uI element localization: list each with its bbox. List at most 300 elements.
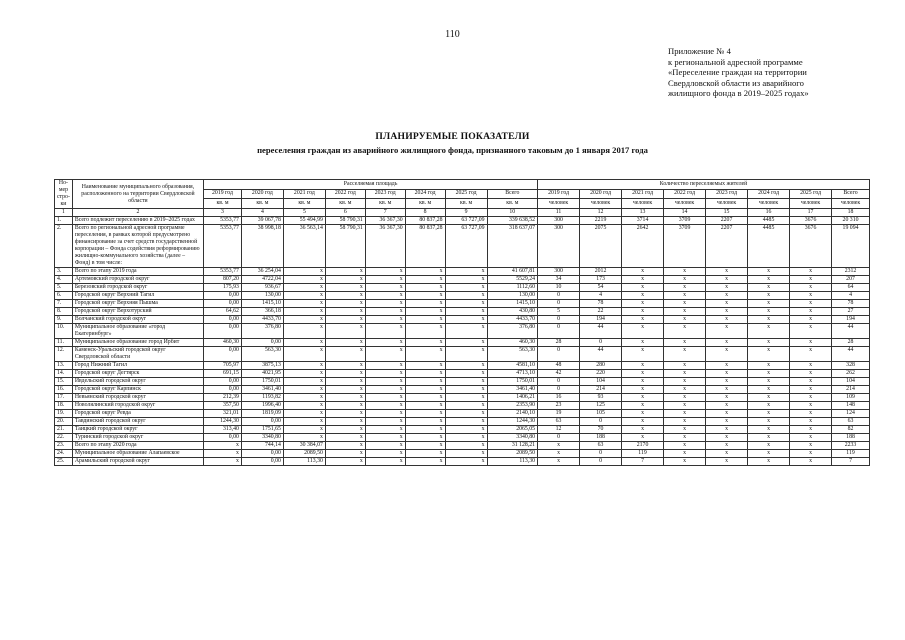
cell-area: 5353,77 bbox=[204, 217, 242, 225]
header-municipality: Наименование муниципального образования, расположенного на территории Свердловской области bbox=[72, 180, 203, 209]
cell-people: х bbox=[664, 426, 706, 434]
cell-area: х bbox=[283, 426, 325, 434]
cell-people: 20 310 bbox=[832, 217, 870, 225]
cell-area: 113,30 bbox=[487, 458, 537, 466]
cell-people: х bbox=[790, 316, 832, 324]
cell-row-number: 9. bbox=[55, 316, 73, 324]
cell-people: 4 bbox=[580, 292, 622, 300]
cell-people: 280 bbox=[580, 362, 622, 370]
cell-people: х bbox=[706, 268, 748, 276]
cell-area: х bbox=[445, 458, 487, 466]
cell-people: х bbox=[664, 370, 706, 378]
cell-area: 1819,09 bbox=[241, 410, 283, 418]
cell-area: 58 790,31 bbox=[325, 225, 365, 268]
cell-people: 10 bbox=[538, 284, 580, 292]
cell-people: х bbox=[706, 410, 748, 418]
cell-area: 807,20 bbox=[204, 276, 242, 284]
cell-people: х bbox=[664, 410, 706, 418]
cell-people: х bbox=[748, 458, 790, 466]
header-unit-people: человек bbox=[538, 199, 580, 209]
cell-area: х bbox=[445, 316, 487, 324]
cell-people: 2207 bbox=[706, 217, 748, 225]
cell-people: 63 bbox=[580, 442, 622, 450]
cell-people: х bbox=[664, 434, 706, 442]
cell-people: 194 bbox=[580, 316, 622, 324]
cell-people: 109 bbox=[832, 394, 870, 402]
cell-people: х bbox=[706, 450, 748, 458]
cell-people: 27 bbox=[832, 308, 870, 316]
cell-people: х bbox=[748, 450, 790, 458]
cell-people: 0 bbox=[580, 450, 622, 458]
cell-people: х bbox=[664, 394, 706, 402]
cell-area: 5529,24 bbox=[487, 276, 537, 284]
cell-row-number: 13. bbox=[55, 362, 73, 370]
cell-area: 5353,77 bbox=[204, 268, 242, 276]
cell-area: х bbox=[405, 450, 445, 458]
cell-municipality: Муниципальное образование «город Екатеринбург» bbox=[72, 324, 203, 339]
cell-people: х bbox=[790, 370, 832, 378]
cell-area: 0,00 bbox=[204, 347, 242, 362]
cell-people: х bbox=[790, 324, 832, 339]
cell-area: х bbox=[365, 308, 405, 316]
cell-area: х bbox=[445, 426, 487, 434]
cell-people: 104 bbox=[580, 378, 622, 386]
cell-people: х bbox=[748, 308, 790, 316]
appendix-line: к региональной адресной программе bbox=[668, 56, 803, 67]
cell-area: 4722,04 bbox=[241, 276, 283, 284]
header-row-column-numbers bbox=[55, 209, 870, 217]
cell-row-number: 22. bbox=[55, 434, 73, 442]
cell-area: 1750,01 bbox=[241, 378, 283, 386]
header-area-year: 2024 год bbox=[405, 189, 445, 199]
cell-people: 54 bbox=[580, 284, 622, 292]
cell-people: 44 bbox=[832, 347, 870, 362]
cell-area: 63 727,09 bbox=[445, 225, 487, 268]
cell-people: 78 bbox=[580, 300, 622, 308]
cell-area: х bbox=[325, 292, 365, 300]
cell-area: х bbox=[445, 442, 487, 450]
cell-row-number: 21. bbox=[55, 426, 73, 434]
cell-area: 0,00 bbox=[241, 450, 283, 458]
cell-people: 4 bbox=[832, 292, 870, 300]
table-row bbox=[55, 458, 870, 466]
cell-municipality: Каменск-Уральский городской округ Свердловской области bbox=[72, 347, 203, 362]
cell-area: х bbox=[325, 410, 365, 418]
cell-people: 207 bbox=[832, 276, 870, 284]
table-row bbox=[55, 418, 870, 426]
cell-people: х bbox=[706, 292, 748, 300]
cell-people: 28 bbox=[832, 339, 870, 347]
cell-people: 12 bbox=[538, 426, 580, 434]
table-row bbox=[55, 347, 870, 362]
cell-area: 744,14 bbox=[241, 442, 283, 450]
cell-area: 64,62 bbox=[204, 308, 242, 316]
cell-people: х bbox=[790, 402, 832, 410]
cell-area: х bbox=[445, 370, 487, 378]
cell-people: 0 bbox=[580, 339, 622, 347]
header-area-year: 2019 год bbox=[204, 189, 242, 199]
cell-people: х bbox=[538, 458, 580, 466]
cell-area: х bbox=[405, 292, 445, 300]
cell-people: 0 bbox=[538, 434, 580, 442]
cell-area: х bbox=[283, 308, 325, 316]
cell-area: 0,00 bbox=[204, 386, 242, 394]
cell-people: х bbox=[622, 300, 664, 308]
cell-area: 3340,80 bbox=[241, 434, 283, 442]
cell-area: х bbox=[325, 339, 365, 347]
cell-area: х bbox=[283, 410, 325, 418]
cell-row-number: 14. bbox=[55, 370, 73, 378]
table-row bbox=[55, 442, 870, 450]
cell-area: х bbox=[405, 300, 445, 308]
cell-people: 19 bbox=[538, 410, 580, 418]
cell-area: х bbox=[365, 378, 405, 386]
cell-area: 3461,40 bbox=[241, 386, 283, 394]
cell-people: 3676 bbox=[790, 225, 832, 268]
cell-municipality: Невьянский городской округ bbox=[72, 394, 203, 402]
cell-people: х bbox=[790, 284, 832, 292]
cell-people: 173 bbox=[580, 276, 622, 284]
cell-people: х bbox=[748, 378, 790, 386]
cell-area: 2089,50 bbox=[283, 450, 325, 458]
cell-area: х bbox=[365, 370, 405, 378]
cell-area: х bbox=[365, 434, 405, 442]
cell-area: х bbox=[445, 394, 487, 402]
cell-area: х bbox=[405, 347, 445, 362]
header-unit-area: кв. м bbox=[487, 199, 537, 209]
cell-municipality: Городской округ Верхняя Пышма bbox=[72, 300, 203, 308]
cell-area: 0,00 bbox=[241, 339, 283, 347]
cell-municipality: Всего подлежит переселению в 2019–2025 годах bbox=[72, 217, 203, 225]
header-unit-people: человек bbox=[832, 199, 870, 209]
cell-people: 93 bbox=[580, 394, 622, 402]
cell-area: 0,00 bbox=[204, 300, 242, 308]
cell-people: 22 bbox=[580, 308, 622, 316]
cell-people: х bbox=[664, 402, 706, 410]
cell-municipality: Всего по этапу 2020 года bbox=[72, 442, 203, 450]
cell-area: 36 367,30 bbox=[365, 225, 405, 268]
cell-people: 3714 bbox=[622, 217, 664, 225]
header-people-year: 2022 год bbox=[664, 189, 706, 199]
cell-area: х bbox=[325, 347, 365, 362]
cell-area: х bbox=[445, 300, 487, 308]
cell-area: х bbox=[365, 394, 405, 402]
table-row bbox=[55, 450, 870, 458]
cell-area: х bbox=[325, 418, 365, 426]
table-row bbox=[55, 276, 870, 284]
cell-area: х bbox=[325, 458, 365, 466]
cell-people: 42 bbox=[538, 370, 580, 378]
cell-area: х bbox=[445, 418, 487, 426]
cell-area: 130,00 bbox=[487, 292, 537, 300]
cell-municipality: Волчанский городской округ bbox=[72, 316, 203, 324]
cell-people: х bbox=[790, 434, 832, 442]
cell-people: х bbox=[622, 316, 664, 324]
cell-people: 0 bbox=[538, 324, 580, 339]
cell-area: х bbox=[405, 370, 445, 378]
cell-people: 300 bbox=[538, 225, 580, 268]
cell-people: 300 bbox=[538, 268, 580, 276]
header-unit-area: кв. м bbox=[204, 199, 242, 209]
cell-area: х bbox=[405, 410, 445, 418]
cell-area: х bbox=[365, 347, 405, 362]
cell-people: х bbox=[748, 442, 790, 450]
cell-people: х bbox=[622, 339, 664, 347]
cell-area: х bbox=[445, 450, 487, 458]
header-people-group: Количество переселяемых жителей bbox=[538, 180, 870, 190]
cell-people: х bbox=[622, 347, 664, 362]
cell-area: х bbox=[325, 276, 365, 284]
cell-area: х bbox=[405, 378, 445, 386]
cell-people: х bbox=[622, 292, 664, 300]
cell-people: х bbox=[790, 292, 832, 300]
cell-people: х bbox=[622, 362, 664, 370]
appendix-line: Свердловской области из аварийного bbox=[668, 77, 804, 88]
cell-row-number: 2. bbox=[55, 225, 73, 268]
cell-area: 376,80 bbox=[487, 324, 537, 339]
cell-area: х bbox=[405, 426, 445, 434]
cell-area: 321,01 bbox=[204, 410, 242, 418]
cell-area: х bbox=[325, 308, 365, 316]
cell-area: х bbox=[365, 418, 405, 426]
cell-people: х bbox=[664, 386, 706, 394]
header-column-number: 16 bbox=[748, 209, 790, 217]
cell-area: х bbox=[445, 402, 487, 410]
cell-people: х bbox=[706, 442, 748, 450]
cell-area: х bbox=[283, 284, 325, 292]
cell-people: 28 bbox=[538, 339, 580, 347]
cell-municipality: Городской округ Ревда bbox=[72, 410, 203, 418]
cell-people: х bbox=[748, 410, 790, 418]
cell-people: х bbox=[748, 386, 790, 394]
cell-area: х bbox=[365, 268, 405, 276]
table-row bbox=[55, 362, 870, 370]
header-row-number: Но-мер стро-ки bbox=[55, 180, 73, 209]
table-row bbox=[55, 225, 870, 268]
cell-area: 705,97 bbox=[204, 362, 242, 370]
cell-people: 328 bbox=[832, 362, 870, 370]
cell-municipality: Городской округ Карпинск bbox=[72, 386, 203, 394]
cell-area: х bbox=[445, 292, 487, 300]
cell-area: 1415,10 bbox=[487, 300, 537, 308]
header-people-year: 2021 год bbox=[622, 189, 664, 199]
cell-area: х bbox=[325, 362, 365, 370]
cell-area: х bbox=[283, 300, 325, 308]
cell-people: х bbox=[538, 442, 580, 450]
cell-people: 119 bbox=[622, 450, 664, 458]
cell-area: х bbox=[283, 362, 325, 370]
cell-row-number: 20. bbox=[55, 418, 73, 426]
cell-people: 105 bbox=[580, 410, 622, 418]
cell-row-number: 10. bbox=[55, 324, 73, 339]
cell-area: 1112,60 bbox=[487, 284, 537, 292]
cell-area: 357,50 bbox=[204, 402, 242, 410]
cell-people: х bbox=[748, 276, 790, 284]
cell-row-number: 23. bbox=[55, 442, 73, 450]
header-people-year: 2024 год bbox=[748, 189, 790, 199]
cell-row-number: 24. bbox=[55, 450, 73, 458]
cell-people: 0 bbox=[580, 458, 622, 466]
cell-row-number: 1. bbox=[55, 217, 73, 225]
cell-area: 80 837,28 bbox=[405, 217, 445, 225]
header-unit-people: человек bbox=[580, 199, 622, 209]
cell-row-number: 12. bbox=[55, 347, 73, 362]
cell-people: 19 094 bbox=[832, 225, 870, 268]
cell-area: х bbox=[405, 386, 445, 394]
cell-people: 2207 bbox=[706, 225, 748, 268]
table-row bbox=[55, 292, 870, 300]
cell-area: х bbox=[283, 394, 325, 402]
cell-people: 63 bbox=[832, 418, 870, 426]
cell-people: х bbox=[748, 268, 790, 276]
cell-area: 4021,95 bbox=[241, 370, 283, 378]
cell-area: 4433,70 bbox=[241, 316, 283, 324]
cell-area: 2140,10 bbox=[487, 410, 537, 418]
cell-area: х bbox=[325, 442, 365, 450]
cell-area: х bbox=[365, 339, 405, 347]
cell-area: х bbox=[204, 450, 242, 458]
header-area-year: Всего bbox=[487, 189, 537, 199]
cell-municipality: Ивдельский городской округ bbox=[72, 378, 203, 386]
cell-people: 2012 bbox=[580, 268, 622, 276]
cell-people: х bbox=[622, 324, 664, 339]
cell-area: 691,15 bbox=[204, 370, 242, 378]
cell-people: 194 bbox=[832, 316, 870, 324]
header-unit-area: кв. м bbox=[445, 199, 487, 209]
cell-area: х bbox=[365, 284, 405, 292]
cell-area: х bbox=[405, 458, 445, 466]
cell-people: 300 bbox=[538, 217, 580, 225]
cell-area: 63 727,09 bbox=[445, 217, 487, 225]
cell-people: х bbox=[622, 418, 664, 426]
cell-people: 7 bbox=[622, 458, 664, 466]
cell-people: х bbox=[706, 378, 748, 386]
cell-people: х bbox=[790, 276, 832, 284]
cell-area: 2089,50 bbox=[487, 450, 537, 458]
cell-area: х bbox=[365, 316, 405, 324]
appendix-line: «Переселение граждан на территории bbox=[668, 67, 807, 78]
header-people-year: 2019 год bbox=[538, 189, 580, 199]
cell-people: 44 bbox=[580, 324, 622, 339]
cell-municipality: Новолялинский городской округ bbox=[72, 402, 203, 410]
cell-people: 119 bbox=[832, 450, 870, 458]
header-people-year: 2020 год bbox=[580, 189, 622, 199]
cell-area: 0,00 bbox=[204, 324, 242, 339]
cell-people: 2170 bbox=[622, 442, 664, 450]
cell-people: х bbox=[622, 308, 664, 316]
cell-area: 936,67 bbox=[241, 284, 283, 292]
table-row bbox=[55, 324, 870, 339]
header-column-number: 11 bbox=[538, 209, 580, 217]
header-column-number: 1 bbox=[55, 209, 73, 217]
cell-municipality: Тавдинский городской округ bbox=[72, 418, 203, 426]
cell-people: х bbox=[622, 378, 664, 386]
cell-people: 70 bbox=[580, 426, 622, 434]
cell-area: 1750,01 bbox=[487, 378, 537, 386]
cell-people: х bbox=[664, 362, 706, 370]
cell-area: 212,39 bbox=[204, 394, 242, 402]
cell-municipality: Муниципальное образование город Ирбит bbox=[72, 339, 203, 347]
cell-row-number: 8. bbox=[55, 308, 73, 316]
header-unit-people: человек bbox=[748, 199, 790, 209]
cell-people: 82 bbox=[832, 426, 870, 434]
header-column-number: 12 bbox=[580, 209, 622, 217]
cell-area: х bbox=[365, 276, 405, 284]
table-row bbox=[55, 284, 870, 292]
header-area-year: 2025 год bbox=[445, 189, 487, 199]
cell-people: х bbox=[664, 339, 706, 347]
cell-area: 460,30 bbox=[204, 339, 242, 347]
cell-area: 5353,77 bbox=[204, 225, 242, 268]
cell-people: х bbox=[622, 410, 664, 418]
cell-people: х bbox=[748, 434, 790, 442]
header-column-number: 2 bbox=[72, 209, 203, 217]
cell-people: х bbox=[790, 339, 832, 347]
cell-people: 4485 bbox=[748, 217, 790, 225]
cell-area: х bbox=[405, 418, 445, 426]
cell-people: 44 bbox=[580, 347, 622, 362]
cell-area: 1406,21 bbox=[487, 394, 537, 402]
cell-area: 460,30 bbox=[487, 339, 537, 347]
cell-area: х bbox=[365, 402, 405, 410]
cell-people: 104 bbox=[832, 378, 870, 386]
cell-area: 0,00 bbox=[204, 316, 242, 324]
cell-people: 7 bbox=[832, 458, 870, 466]
document-titles bbox=[0, 131, 905, 155]
cell-area: 318 637,07 bbox=[487, 225, 537, 268]
cell-people: х bbox=[748, 316, 790, 324]
cell-area: х bbox=[283, 418, 325, 426]
cell-area: 4433,70 bbox=[487, 316, 537, 324]
cell-people: 63 bbox=[538, 418, 580, 426]
header-area-year: 2023 год bbox=[365, 189, 405, 199]
header-column-number: 9 bbox=[445, 209, 487, 217]
cell-municipality: Таицкий городской округ bbox=[72, 426, 203, 434]
header-column-number: 15 bbox=[706, 209, 748, 217]
table-row bbox=[55, 378, 870, 386]
cell-people: х bbox=[706, 362, 748, 370]
cell-people: 188 bbox=[832, 434, 870, 442]
cell-area: 31 128,21 bbox=[487, 442, 537, 450]
cell-area: х bbox=[325, 268, 365, 276]
cell-people: 0 bbox=[538, 386, 580, 394]
cell-people: 2312 bbox=[832, 268, 870, 276]
cell-area: х bbox=[445, 284, 487, 292]
cell-people: х bbox=[748, 394, 790, 402]
cell-people: х bbox=[706, 347, 748, 362]
cell-people: х bbox=[790, 300, 832, 308]
cell-area: х bbox=[405, 268, 445, 276]
cell-area: 563,30 bbox=[241, 347, 283, 362]
cell-people: х bbox=[664, 308, 706, 316]
header-people-year: 2025 год bbox=[790, 189, 832, 199]
header-column-number: 4 bbox=[241, 209, 283, 217]
cell-area: х bbox=[283, 370, 325, 378]
cell-municipality: Город Нижний Тагил bbox=[72, 362, 203, 370]
cell-area: х bbox=[325, 300, 365, 308]
cell-people: 148 bbox=[832, 402, 870, 410]
cell-area: х bbox=[365, 386, 405, 394]
cell-people: х bbox=[664, 458, 706, 466]
cell-area: х bbox=[445, 434, 487, 442]
cell-area: х bbox=[283, 378, 325, 386]
cell-area: х bbox=[283, 268, 325, 276]
cell-area: х bbox=[445, 308, 487, 316]
cell-people: х bbox=[748, 370, 790, 378]
cell-people: х bbox=[706, 308, 748, 316]
cell-people: 0 bbox=[538, 300, 580, 308]
cell-area: х bbox=[283, 434, 325, 442]
